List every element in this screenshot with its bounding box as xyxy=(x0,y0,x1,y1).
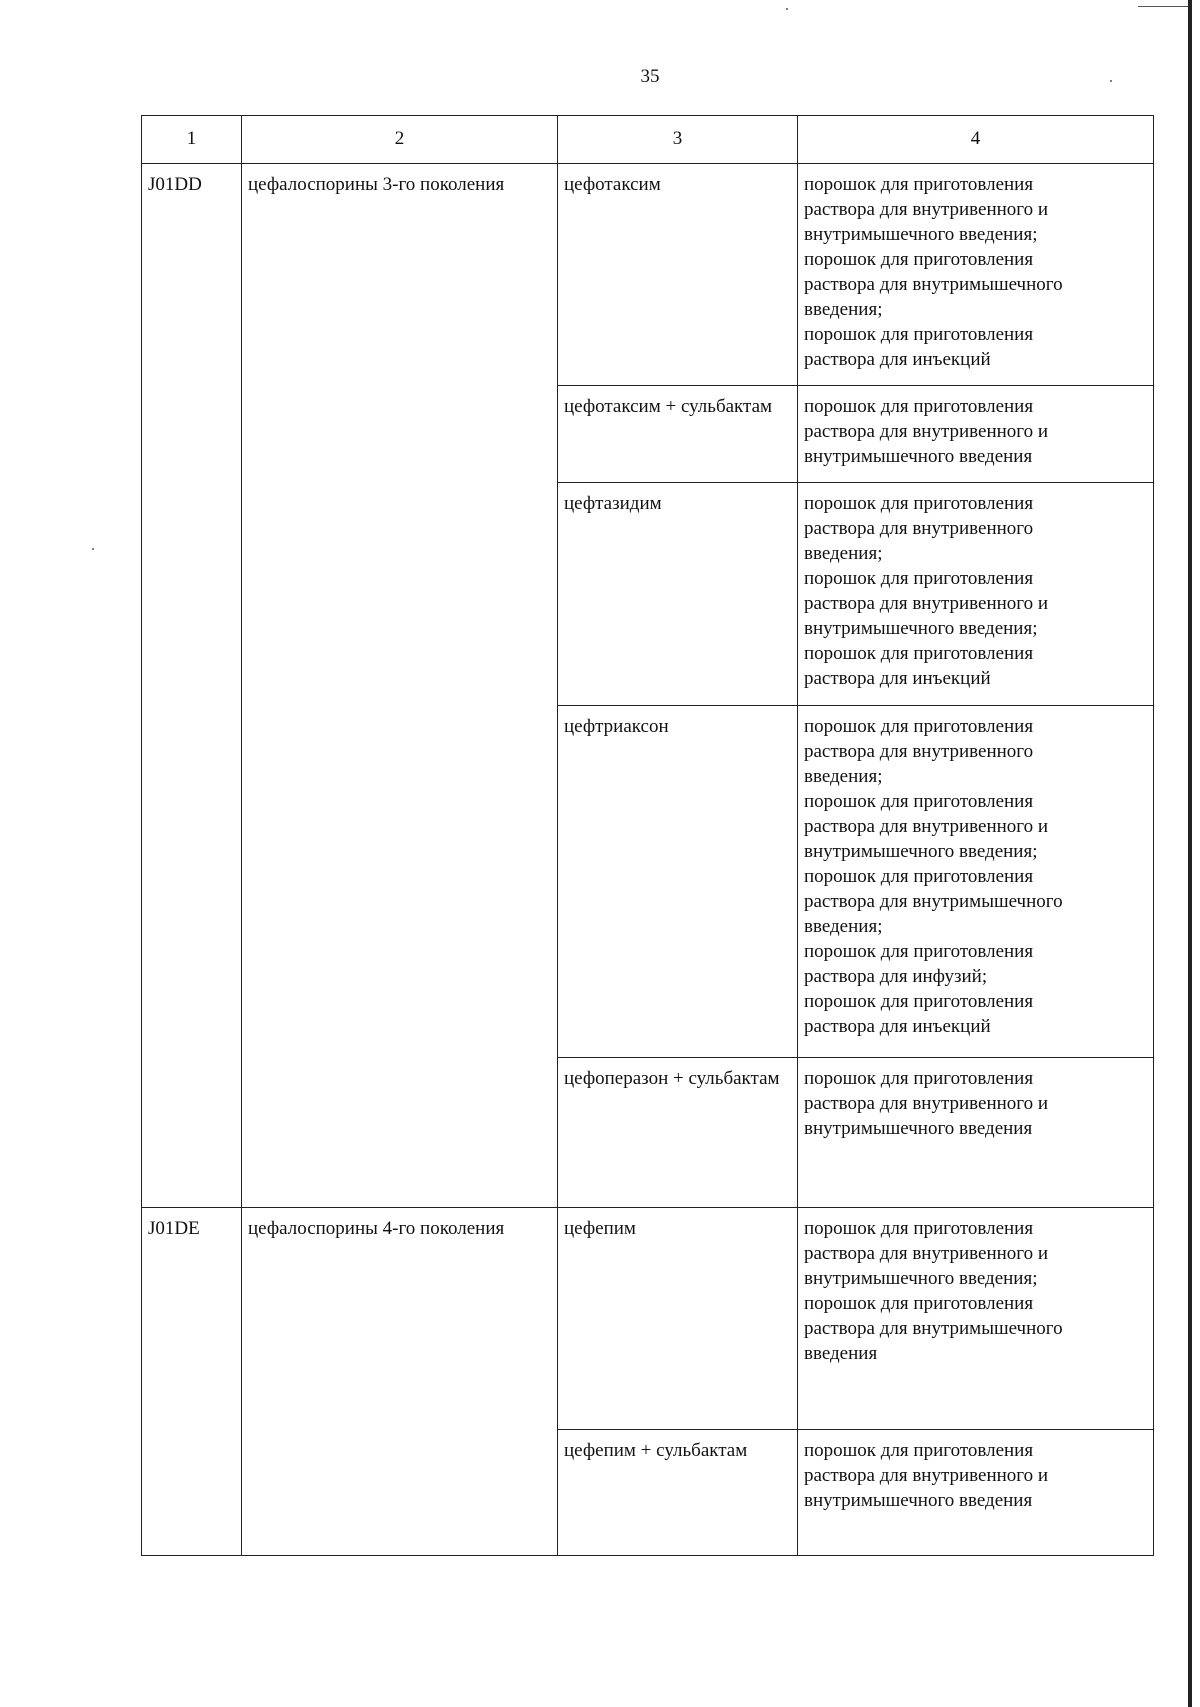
dosage-form-line: внутримышечного введения; xyxy=(804,224,1038,245)
column-header-4: 4 xyxy=(798,116,1154,164)
dosage-form-line: раствора для инъекций xyxy=(804,668,991,689)
dosage-form-line: раствора для внутривенного и xyxy=(804,816,1049,837)
dosage-form-line: раствора для внутривенного и xyxy=(804,1465,1049,1486)
dosage-forms-cell xyxy=(798,386,1154,483)
dosage-form-line: раствора для внутривенного xyxy=(804,741,1034,762)
dosage-form-line: порошок для приготовления xyxy=(804,1293,1034,1314)
dosage-form-line: внутримышечного введения; xyxy=(804,618,1038,639)
dosage-form-line: порошок для приготовления xyxy=(804,991,1034,1012)
dosage-form-line: порошок для приготовления xyxy=(804,1068,1034,1089)
page-number: 35 xyxy=(640,66,660,87)
dosage-form-line: введения; xyxy=(804,916,883,937)
atc-code-cell: J01DE xyxy=(142,1208,242,1556)
dosage-form-line: раствора для инъекций xyxy=(804,349,991,370)
atc-code-cell: J01DD xyxy=(142,164,242,1208)
dosage-form-line: внутримышечного введения; xyxy=(804,841,1038,862)
dosage-form-line: порошок для приготовления xyxy=(804,249,1034,270)
group-name-cell: цефалоспорины 3-го поколения xyxy=(242,164,558,1208)
dosage-form-line: раствора для инъекций xyxy=(804,1016,991,1037)
dosage-form-line: порошок для приготовления xyxy=(804,568,1034,589)
dosage-form-line: порошок для приготовления xyxy=(804,396,1034,417)
dosage-forms-cell xyxy=(798,1430,1154,1556)
dosage-form-line: порошок для приготовления xyxy=(804,643,1034,664)
column-header-2: 2 xyxy=(242,116,558,164)
table-body xyxy=(142,164,1154,1556)
drug-name-cell: цефотаксим xyxy=(558,164,798,386)
dosage-form-line: раствора для внутривенного и xyxy=(804,1243,1049,1264)
dosage-form-line: порошок для приготовления xyxy=(804,791,1034,812)
drug-name-cell: цефоперазон + сульбактам xyxy=(558,1058,798,1208)
dosage-form-line: раствора для внутривенного и xyxy=(804,593,1049,614)
scan-speck xyxy=(786,8,788,10)
scan-speck xyxy=(92,548,94,550)
dosage-form-line: раствора для внутривенного xyxy=(804,518,1034,539)
table-row xyxy=(142,1208,1154,1430)
column-header-1: 1 xyxy=(142,116,242,164)
dosage-form-line: раствора для инфузий; xyxy=(804,966,988,987)
dosage-form-line: раствора для внутривенного и xyxy=(804,199,1049,220)
dosage-form-line: раствора для внутримышечного xyxy=(804,891,1063,912)
drug-name-cell: цефотаксим + сульбактам xyxy=(558,386,798,483)
dosage-form-line: порошок для приготовления xyxy=(804,866,1034,887)
dosage-form-line: внутримышечного введения xyxy=(804,446,1033,467)
dosage-forms-cell xyxy=(798,483,1154,706)
dosage-forms-cell xyxy=(798,1058,1154,1208)
dosage-form-line: порошок для приготовления xyxy=(804,1440,1034,1461)
dosage-form-line: раствора для внутривенного и xyxy=(804,1093,1049,1114)
table-header-row xyxy=(142,116,1154,164)
dosage-form-line: раствора для внутримышечного xyxy=(804,274,1063,295)
dosage-form-line: введения; xyxy=(804,766,883,787)
drug-name-cell: цефепим xyxy=(558,1208,798,1430)
column-header-3: 3 xyxy=(558,116,798,164)
drug-table xyxy=(141,115,1154,1556)
dosage-form-line: введения; xyxy=(804,543,883,564)
dosage-form-line: введения xyxy=(804,1343,878,1364)
dosage-form-line: внутримышечного введения xyxy=(804,1118,1033,1139)
dosage-form-line: порошок для приготовления xyxy=(804,493,1034,514)
dosage-form-line: введения; xyxy=(804,299,883,320)
dosage-forms-cell xyxy=(798,1208,1154,1430)
drug-name-cell: цефепим + сульбактам xyxy=(558,1430,798,1556)
dosage-form-line: порошок для приготовления xyxy=(804,716,1034,737)
dosage-form-line: порошок для приготовления xyxy=(804,1218,1034,1239)
scan-edge-top xyxy=(1138,6,1188,7)
dosage-form-line: порошок для приготовления xyxy=(804,941,1034,962)
table-row xyxy=(142,164,1154,386)
dosage-form-line: раствора для внутримышечного xyxy=(804,1318,1063,1339)
dosage-form-line: внутримышечного введения xyxy=(804,1490,1033,1511)
drug-name-cell: цефтриаксон xyxy=(558,706,798,1058)
dosage-form-line: раствора для внутривенного и xyxy=(804,421,1049,442)
dosage-form-line: порошок для приготовления xyxy=(804,324,1034,345)
group-name-cell: цефалоспорины 4-го поколения xyxy=(242,1208,558,1556)
drug-name-cell: цефтазидим xyxy=(558,483,798,706)
scan-edge-right xyxy=(1188,0,1192,1707)
dosage-forms-cell xyxy=(798,164,1154,386)
dosage-form-line: внутримышечного введения; xyxy=(804,1268,1038,1289)
dosage-forms-cell xyxy=(798,706,1154,1058)
dosage-form-line: порошок для приготовления xyxy=(804,174,1034,195)
